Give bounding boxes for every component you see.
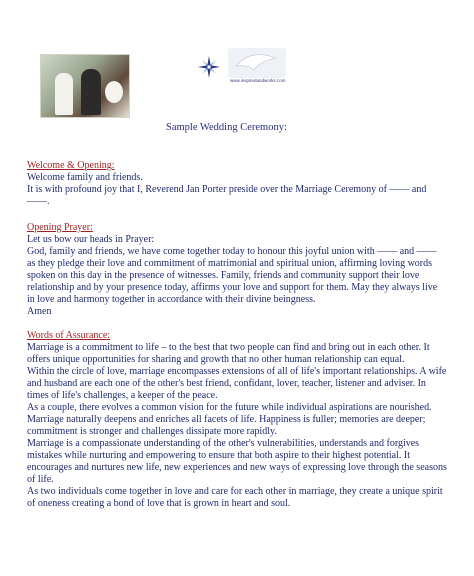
section-body-welcome bbox=[27, 172, 447, 208]
assurance-line: Marriage is a commitment to life – to the best that two people can find and bring out in each other. It offers unique opportunities for sharing and growth that no other human relationship can equal. bbox=[27, 342, 430, 365]
welcome-line: It is with profound joy that I, Reverend Jan Porter preside over the Marriage Ceremony of —— and ——. bbox=[27, 184, 427, 207]
section-heading-prayer: Opening Prayer: bbox=[27, 222, 93, 233]
section-body-prayer bbox=[27, 234, 447, 318]
prayer-line: God, family and friends, we have come together today to honour this joyful union with —— and —— as they pledge their love and commitment of matrimonial and spiritual union, affirming loving words spoken on this day in the presence of witnesses. Family, friends and community support their love relationship and by your presence today, affirms your love and support for them. May they always live in love and harmony together in accordance with their divine beingness. bbox=[27, 246, 438, 305]
assurance-line: As a couple, there evolves a common vision for the future while individual aspirations are nourished. bbox=[27, 402, 432, 413]
flower-logo-icon bbox=[196, 54, 222, 80]
assurance-line: As two individuals come together in love and care for each other in marriage, they create a unique spirit of oneness creating a bond of love that is grown in heart and soul. bbox=[27, 486, 443, 509]
assurance-line: Within the circle of love, marriage encompasses extensions of all of life's important relationships. A wife and husband are each one of the other's best friend, confidant, lover, teacher, listener and adviser. In times of life's challenges, a keeper of the peace. bbox=[27, 366, 447, 401]
wedding-photo bbox=[40, 54, 130, 118]
section-heading-assurance: Words of Assurance: bbox=[27, 330, 111, 341]
site-logo bbox=[196, 48, 288, 88]
section-body-assurance bbox=[27, 342, 447, 510]
groom-figure bbox=[81, 69, 101, 115]
flower-arrangement bbox=[105, 81, 123, 103]
welcome-line: Welcome family and friends. bbox=[27, 172, 143, 183]
dove-logo-icon bbox=[228, 48, 286, 78]
assurance-line: Marriage is a compassionate understanding of the other's vulnerabilities, understands and forgives mistakes while nurturing and empowering to ensure that both aspire to their highest potential. It encourages and nurtures new life, new experiences and new ways of expressing love through the seasons of life. bbox=[27, 438, 447, 485]
prayer-line: Let us bow our heads in Prayer: bbox=[27, 234, 155, 245]
section-heading-welcome: Welcome & Opening: bbox=[27, 160, 115, 171]
bride-figure bbox=[55, 73, 73, 115]
logo-url-text: www.inspiredandworks.com bbox=[230, 78, 286, 83]
document-title: Sample Wedding Ceremony: bbox=[166, 122, 287, 133]
prayer-line: Amen bbox=[27, 306, 52, 317]
assurance-line: Marriage naturally deepens and enriches all facets of life. Happiness is fuller; memories are deeper; commitment is stronger and challenges dissipate more rapidly. bbox=[27, 414, 426, 437]
